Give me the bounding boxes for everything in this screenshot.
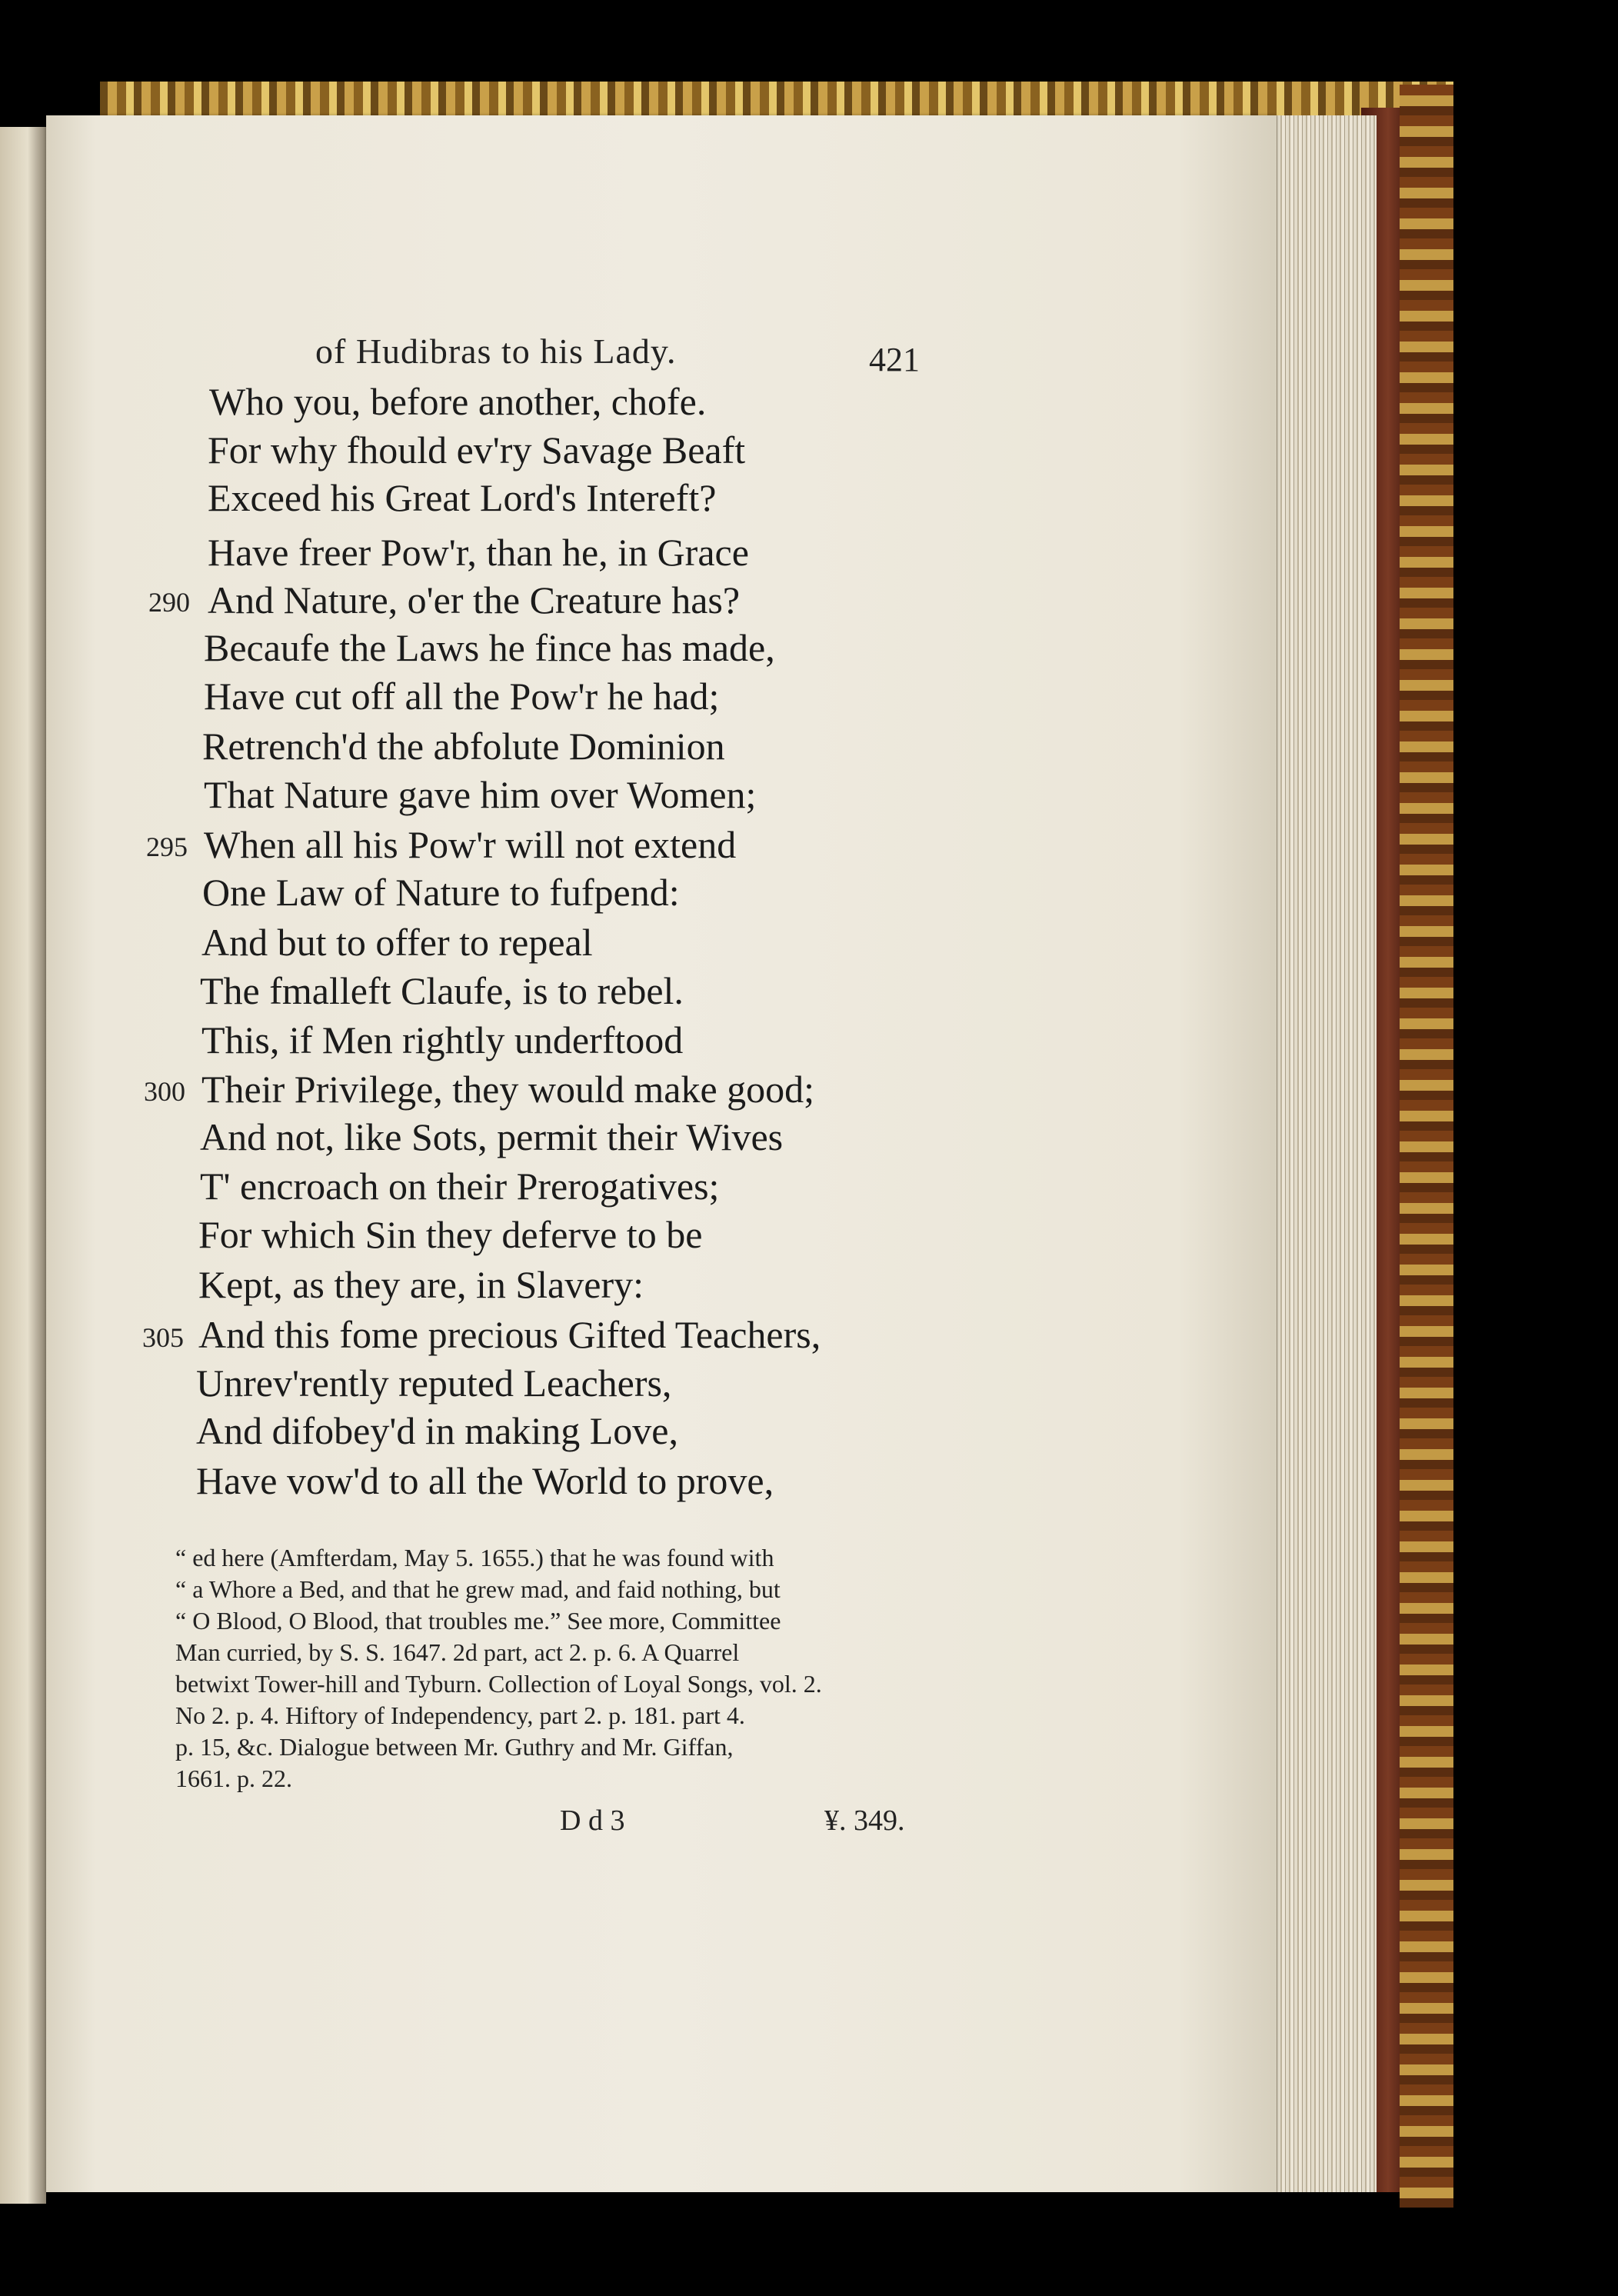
verse-line: And this fome precious Gifted Teachers, [198, 1313, 821, 1356]
verse-line: Exceed his Great Lord's Intereft? [208, 476, 717, 519]
catchword: ¥. 349. [824, 1804, 905, 1837]
verse-line: Have vow'd to all the World to prove, [196, 1459, 774, 1502]
verse-line: One Law of Nature to fufpend: [202, 871, 680, 914]
verse-line: And Nature, o'er the Creature has? [208, 578, 741, 621]
gilt-right-edge [1400, 85, 1453, 2208]
running-head [315, 331, 869, 372]
verse-line: When all his Pow'r will not extend [204, 823, 737, 866]
footnote-line: p. 15, &c. Dialogue between Mr. Guthry and Mr. Giffan, [175, 1733, 734, 1761]
verse-line: This, if Men rightly underftood [201, 1018, 684, 1061]
gilt-top-edge [100, 82, 1453, 120]
verse-line: Becaufe the Laws he fince has made, [204, 626, 775, 669]
page-number: 421 [869, 341, 920, 378]
page-stack-edge [1269, 115, 1377, 2192]
footnote-line: Man curried, by S. S. 1647. 2d part, act 2. p. 6. A Quarrel [175, 1638, 740, 1666]
verse-line: And but to offer to repeal [201, 921, 593, 964]
verse-line: Retrench'd the abfolute Dominion [202, 725, 725, 768]
line-number: 305 [142, 1322, 184, 1353]
verse-line: For which Sin they deferve to be [198, 1213, 703, 1256]
footnote-line: No 2. p. 4. Hiftory of Independency, part 2. p. 181. part 4. [175, 1701, 745, 1729]
verse-line: Have freer Pow'r, than he, in Grace [208, 531, 749, 574]
verse-line: The fmalleft Claufe, is to rebel. [200, 969, 684, 1012]
verse-line: And not, like Sots, permit their Wives [200, 1115, 784, 1158]
line-number: 300 [144, 1076, 185, 1107]
verse-line: Unrev'rently reputed Leachers, [196, 1361, 672, 1405]
footnote-line: betwixt Tower-hill and Tyburn. Collection of Loyal Songs, vol. 2. [175, 1670, 822, 1698]
footnote-line: “ a Whore a Bed, and that he grew mad, and faid nothing, but [175, 1575, 781, 1603]
facing-page-edge [0, 127, 46, 2204]
verse-line: T' encroach on their Prerogatives; [200, 1165, 720, 1208]
verse-line: Who you, before another, chofe. [209, 380, 707, 423]
verse-line: Have cut off all the Pow'r he had; [204, 675, 720, 718]
footnote-line: “ O Blood, O Blood, that troubles me.” See more, Committee [175, 1607, 781, 1635]
footnote-line: 1661. p. 22. [175, 1764, 292, 1792]
line-number: 295 [146, 831, 188, 862]
footnote-line: “ ed here (Amfterdam, May 5. 1655.) that he was found with [175, 1544, 774, 1571]
verse-line: Their Privilege, they would make good; [201, 1068, 815, 1111]
verse-line: For why fhould ev'ry Savage Beaft [208, 428, 746, 472]
line-number: 290 [148, 587, 190, 618]
verse-line: That Nature gave him over Women; [204, 773, 757, 816]
running-head-title: of Hudibras to his Lady. [315, 332, 677, 371]
footnote [175, 1542, 929, 1794]
signature-mark: D d 3 [560, 1804, 625, 1837]
verse-line: And difobey'd in making Love, [196, 1409, 678, 1452]
verse-line: Kept, as they are, in Slavery: [198, 1263, 644, 1306]
